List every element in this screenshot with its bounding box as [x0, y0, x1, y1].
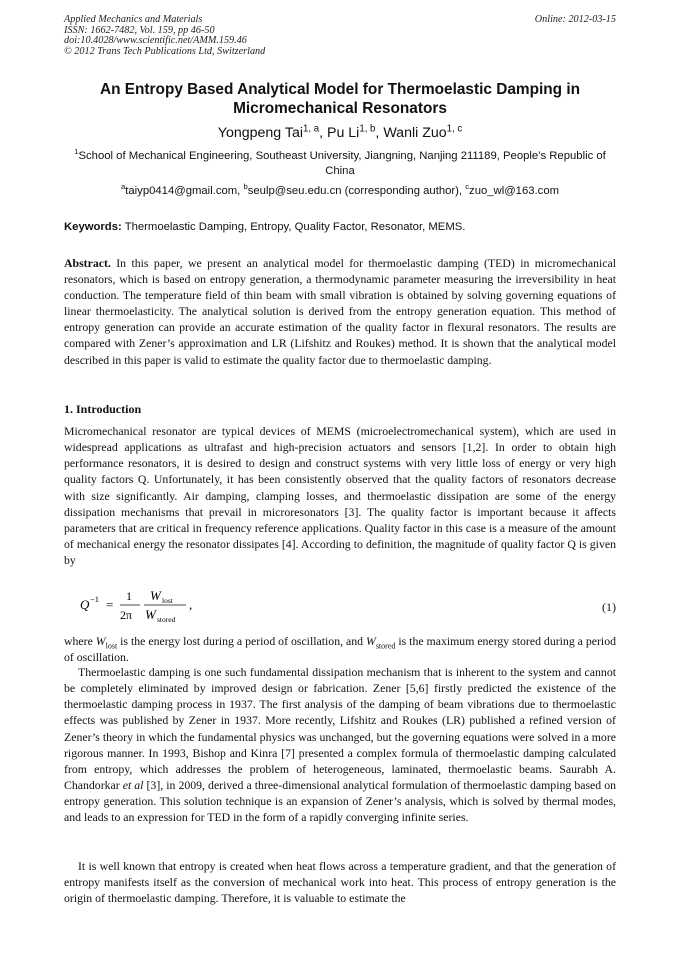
- subscript-stored: stored: [375, 641, 396, 651]
- email-mark: c: [465, 182, 470, 192]
- journal-header: [64, 15, 616, 57]
- text-run: Thermoelastic damping is one such fundamental dissipation mechanism that is inherent to the system and cannot be completely eliminated by improved design or fabrication. Zener [5,6] firstly predicted the existence of the thermoelastic damping process in 1937. The first analysis of the damping of beam vibrations due to thermoelastic effects was published by Zener in 1937. More recently, Lifshitz and Roukes (LR) published a refined version of Zener’s theory in which the fundamental physics was unchanged, but the governing equations were solved in a more rigorous manner. In 1993, Bishop and Kinra [7] presented a complex formula of thermoelastic damping calculated from entropy, which addresses the problem of heterogeneous, laminated, thermoelastic beams. Saurabh A. Chandorkar: [64, 665, 616, 793]
- eq-frac1-num: 1: [126, 589, 132, 603]
- intro-paragraph: [64, 664, 616, 826]
- eq-lhs: Q: [80, 597, 90, 612]
- et-al: et al: [122, 778, 144, 793]
- symbol-w: W: [95, 634, 106, 648]
- text-run: where: [64, 634, 96, 648]
- author-name: Wanli Zuo: [383, 125, 447, 141]
- keywords-text: Thermoelastic Damping, Entropy, Quality Factor, Resonator, MEMS.: [121, 221, 466, 233]
- abstract: [64, 255, 616, 368]
- author-list: Yongpeng Tai$^{1, a}$, Pu Li$^{1, b}$, Wanli Zuo$^{1, c}$: [217, 123, 463, 141]
- author-name: Pu Li: [326, 125, 360, 141]
- keywords-label: Keywords:: [64, 221, 122, 233]
- quality-factor-equation: [80, 588, 220, 628]
- eq-frac2-den-sub: stored: [157, 615, 176, 624]
- equation-explanation: [64, 633, 616, 665]
- eq-frac1-den: 2π: [120, 608, 133, 622]
- abstract-text: In this paper, we present an analytical model for thermoelastic damping (TED) in micromechanical resonators, which is based on entropy generation, a thermodynamic parameter measuring the irreversibility in heat conduction. The temperature field of thin beam with small vibration is obtained by solving governing equations of linear thermoelasticity. The analytical solution is derived from the entropy generation equation. This method of entropy generation can provide an accurate estimation of the quality factor in flexural resonators. The results are compared with Zener’s approximation and LR (Lifshitz and Roukes) method. It is shown that the analytical model described in this paper is valid to estimate the quality factor due to thermoelastic damping.: [64, 256, 616, 367]
- symbol-w: W: [365, 634, 376, 648]
- abstract-label: Abstract.: [64, 256, 111, 270]
- intro-paragraph: It is well known that entropy is created when heat flows across a temperature gradient, and that the generation of entropy manifests itself as the conversion of mechanical work into heat. This process of entropy generation is the origin of thermoelastic damping. Therefore, it is valuable to estimate the: [64, 859, 616, 906]
- author-emails: [64, 184, 616, 199]
- eq-frac2-num: W: [150, 588, 161, 603]
- keywords: [64, 220, 616, 235]
- eq-lhs-exponent: −1: [90, 594, 100, 604]
- author-name: Yongpeng Tai: [217, 125, 303, 141]
- eq-frac2-num-sub: lost: [162, 596, 173, 605]
- online-date: Online: 2012-03-15: [534, 14, 616, 25]
- text-run: [3], in 2009, derived a three-dimensional analytical formulation of thermoelastic damping based on entropy generation. This solution technique is an expansion of Zener’s analysis, which is solved by thermal modes, and leads to an expression for TED in the form of a rapidly converging infinite series.: [64, 778, 617, 825]
- journal-name: Applied Mechanics and Materials: [64, 14, 203, 25]
- journal-issn: ISSN: 1662-7482, Vol. 159, pp 46-50: [64, 24, 215, 36]
- section-heading: 1. Introduction: [64, 402, 142, 416]
- subscript-lost: lost: [105, 641, 118, 651]
- eq-frac2-den: W: [145, 607, 156, 622]
- email-b: seulp@seu.edu.cn (corresponding author),: [247, 185, 466, 197]
- intro-paragraph: Micromechanical resonator are typical devices of MEMS (microelectromechanical system), which are used in widespread applications as ultrafast and high-precision actuators and sensors [1,2]. In order to obtain high performance resonators, it is desired to design and construct systems with very little loss of energy or very high quality factors Q. Unfortunately, it has been consistently observed that the quality factors of resonators decrease with size significantly. Air damping, clamping losses, and thermoelastic dissipation are some of the energy dissipation mechanisms that prevail in microresonators [3]. The quality factor is important because it affects parameters that are critical in frequency reference applications. Quality factor in this case is a measure of the amount of mechanical energy the resonator dissipates [4]. According to definition, the magnitude of quality factor Q is given by: [64, 424, 616, 568]
- affiliation: [64, 149, 616, 179]
- equation-1: [80, 588, 616, 628]
- author-mark: 1, c: [446, 123, 463, 135]
- text-run: is the energy lost during a period of oscillation, and: [117, 634, 366, 648]
- journal-doi: doi:10.4028/www.scientific.net/AMM.159.46: [64, 35, 247, 47]
- affiliation-mark: 1: [74, 147, 79, 157]
- email-mark: a: [120, 182, 126, 192]
- author-mark: 1, b: [359, 123, 376, 135]
- journal-copyright: © 2012 Trans Tech Publications Ltd, Switzerland: [64, 45, 266, 57]
- email-c: zuo_wl@163.com: [469, 185, 560, 197]
- eq-comma: ,: [189, 597, 193, 612]
- email-a: taiyp0414@gmail.com,: [125, 185, 244, 197]
- equation-number: (1): [602, 600, 616, 614]
- affiliation-text: School of Mechanical Engineering, Southeast University, Jiangning, Nanjing 211189, People’s Republic of China: [78, 150, 606, 177]
- paper-title: An Entropy Based Analytical Model for Thermoelastic Damping in Micromechanical Resonators: [99, 81, 581, 117]
- email-mark: b: [243, 182, 248, 192]
- text-run: is the maximum energy stored during a period of oscillation.: [64, 634, 617, 665]
- author-mark: 1, a: [303, 123, 320, 135]
- eq-equals: =: [106, 597, 114, 612]
